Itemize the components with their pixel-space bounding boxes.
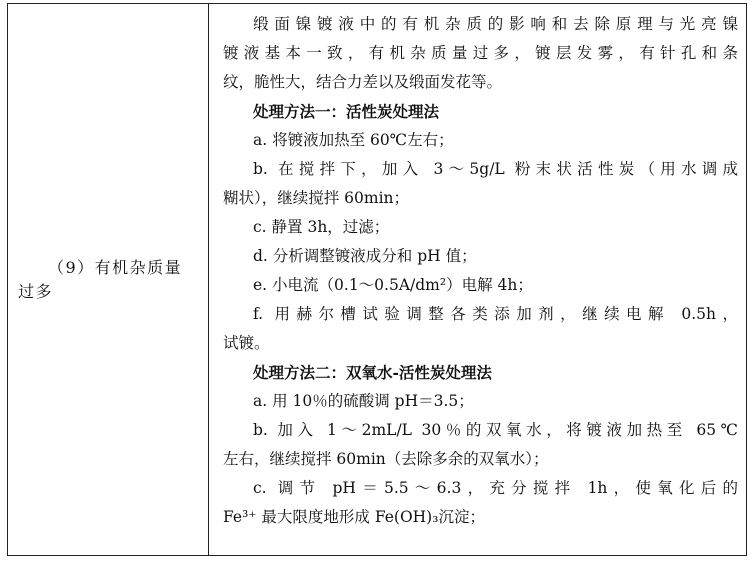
step-line: a. 用 10％的硫酸调 pH＝3.5； (253, 392, 474, 410)
step-line: 糊状），继续搅拌 60min； (223, 189, 410, 207)
step-line: c. 调节 pH＝5.5～6.3，充分搅拌 1h，使氧化后的 (253, 479, 738, 497)
issue-cell (8, 4, 209, 555)
method-two-heading: 处理方法二：双氧水-活性炭处理法 (253, 363, 492, 382)
remedy-cell (209, 4, 746, 555)
step-line: e. 小电流（0.1～0.5A/dm²）电解 4h； (253, 276, 533, 294)
issue-label-line-2: 过多 (18, 282, 54, 301)
method-one-heading: 处理方法一：活性炭处理法 (253, 102, 440, 121)
paragraph-line: 缎面镍镀液中的有机杂质的影响和去除原理与光亮镍 (253, 15, 738, 33)
issue-label (18, 256, 206, 304)
step-line: c. 静置 3h，过滤； (253, 218, 390, 236)
step-line: Fe³⁺ 最大限度地形成 Fe(OH)₃沉淀； (223, 508, 485, 526)
step-line: 左右，继续搅拌 60min（去除多余的双氧水）； (223, 450, 549, 468)
step-line: f. 用赫尔槽试验调整各类添加剂，继续电解 0.5h， (253, 305, 738, 323)
issue-label-line-1: （9）有机杂质量 (48, 258, 183, 277)
step-line: b. 在搅拌下，加入 3～5g/L 粉末状活性炭（用水调成 (253, 160, 738, 178)
step-line: 试镀。 (223, 334, 270, 352)
step-line: a. 将镀液加热至 60℃左右； (253, 131, 454, 149)
treatment-table (7, 3, 747, 556)
step-line: d. 分析调整镀液成分和 pH 值； (253, 247, 477, 265)
step-line: b. 加入 1～2mL/L 30％的双氧水，将镀液加热至 65℃ (253, 421, 738, 439)
paragraph-line: 镀液基本一致，有机杂质量过多，镀层发雾，有针孔和条 (223, 44, 738, 62)
paragraph-line: 纹，脆性大，结合力差以及缎面发花等。 (223, 73, 503, 91)
